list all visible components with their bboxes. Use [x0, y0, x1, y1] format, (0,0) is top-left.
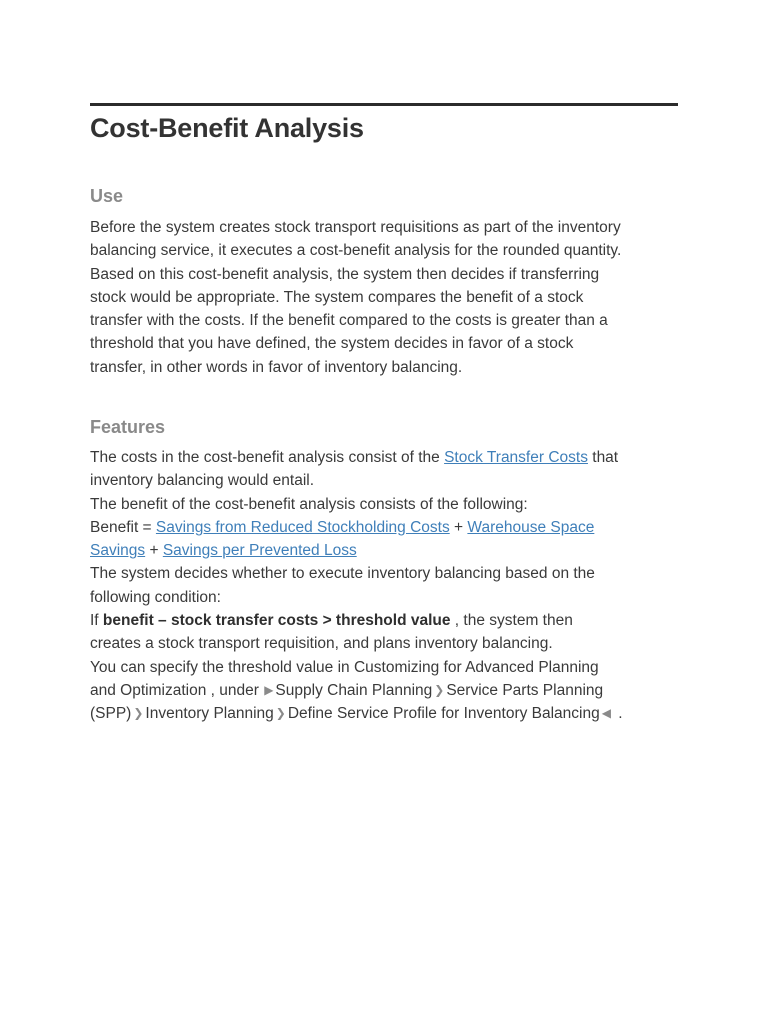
- menu-path-intro: and Optimization , under: [90, 681, 264, 699]
- features-line: The benefit of the cost-benefit analysis consists of the following:: [90, 495, 528, 513]
- use-line: balancing service, it executes a cost-benefit analysis for the rounded quantity.: [90, 242, 622, 260]
- chevron-right-icon: ❯: [275, 706, 286, 721]
- features-line: [90, 679, 690, 702]
- path-start-icon: ▶: [264, 682, 274, 697]
- features-line: [90, 516, 690, 539]
- chevron-right-icon: ❯: [434, 682, 445, 697]
- use-line: stock would be appropriate. The system compares the benefit of a stock: [90, 288, 584, 306]
- menu-path-item: Inventory Planning: [145, 705, 274, 723]
- features-line: [90, 702, 690, 725]
- savings-prevented-loss-link[interactable]: Savings per Prevented Loss: [162, 542, 357, 560]
- features-paragraph: [90, 446, 690, 726]
- features-line: creates a stock transport requisition, and plans inventory balancing.: [90, 635, 553, 653]
- section-heading-features: Features: [90, 417, 166, 437]
- menu-path-item: Service Parts Planning: [446, 681, 604, 699]
- menu-path-item: Define Service Profile for Inventory Balancing: [287, 705, 600, 723]
- condition-suffix: , the system then: [450, 612, 573, 630]
- menu-path-item: (SPP): [90, 705, 132, 723]
- path-end-icon: ◀: [601, 706, 611, 721]
- menu-path-item: Supply Chain Planning: [275, 681, 433, 699]
- plus-sign: +: [145, 542, 163, 560]
- use-line: threshold that you have defined, the system decides in favor of a stock: [90, 335, 574, 353]
- features-line: following condition:: [90, 588, 221, 606]
- plus-sign: +: [449, 518, 468, 536]
- stock-transfer-costs-link[interactable]: Stock Transfer Costs: [444, 449, 588, 466]
- page-title: Cost-Benefit Analysis: [90, 113, 364, 143]
- condition-prefix: If: [90, 612, 103, 630]
- savings-stockholding-link[interactable]: Savings from Reduced Stockholding Costs: [155, 518, 450, 536]
- condition-text: benefit – stock transfer costs > threshold value: [102, 612, 451, 630]
- use-line: Before the system creates stock transport requisitions as part of the inventory: [90, 219, 621, 236]
- chevron-right-icon: ❯: [133, 706, 144, 721]
- title-rule: [90, 103, 678, 106]
- menu-path-end: .: [613, 705, 623, 723]
- costs-text: The costs in the cost-benefit analysis consist of the: [90, 449, 445, 466]
- costs-text-end: that: [587, 449, 619, 466]
- features-line: inventory balancing would entail.: [90, 472, 315, 490]
- benefit-label: Benefit =: [90, 518, 156, 536]
- warehouse-space-savings-link-cont[interactable]: Savings: [90, 542, 146, 560]
- section-heading-use: Use: [90, 186, 124, 206]
- features-line: [90, 609, 690, 632]
- features-line: [90, 539, 690, 562]
- warehouse-space-savings-link[interactable]: Warehouse Space: [467, 518, 595, 536]
- use-line: Based on this cost-benefit analysis, the system then decides if transferring: [90, 265, 600, 283]
- features-line: [90, 446, 690, 469]
- use-line: transfer with the costs. If the benefit compared to the costs is greater than a: [90, 312, 608, 330]
- features-line: You can specify the threshold value in Customizing for Advanced Planning: [90, 658, 599, 676]
- use-paragraph: [90, 216, 690, 379]
- features-line: The system decides whether to execute inventory balancing based on the: [90, 565, 595, 583]
- use-line: transfer, in other words in favor of inventory balancing.: [90, 358, 463, 376]
